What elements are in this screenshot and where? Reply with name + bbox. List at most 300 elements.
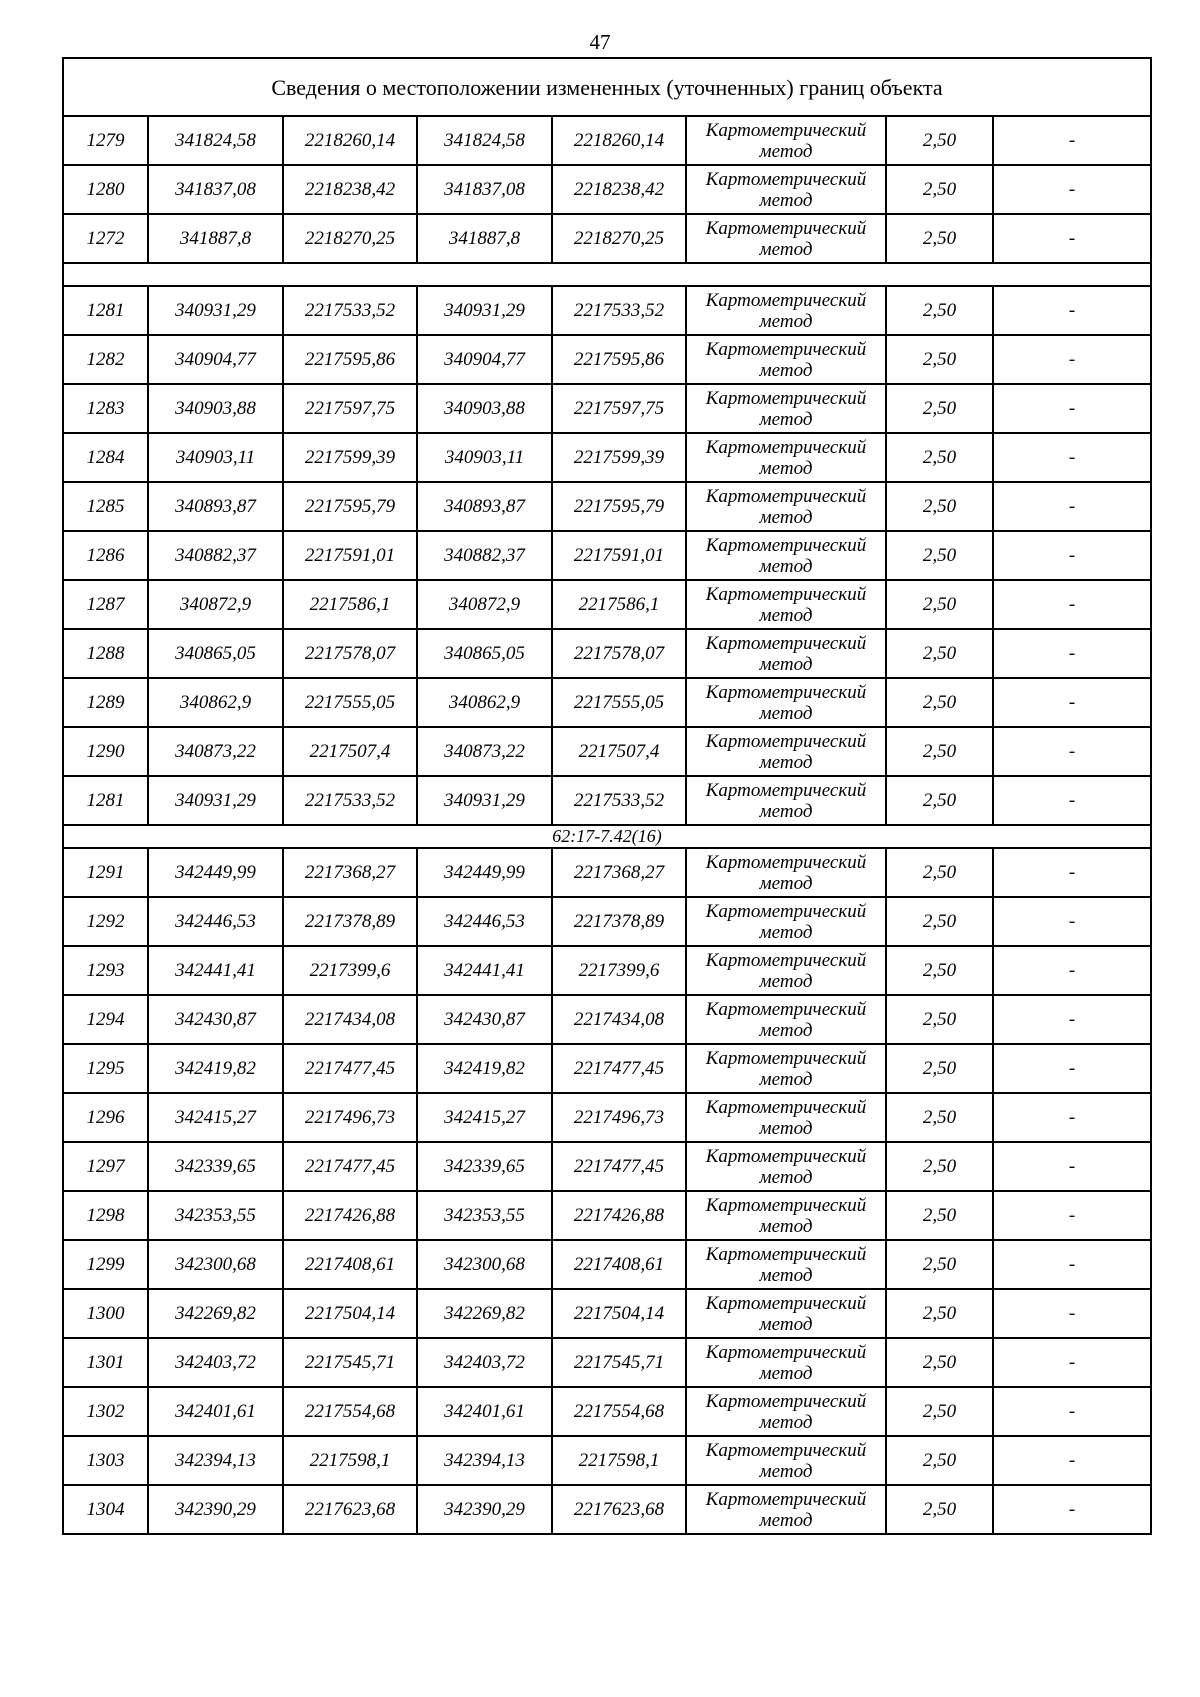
method-line-2: метод (759, 751, 813, 773)
note-cell: - (993, 433, 1151, 482)
table-row (63, 897, 1151, 946)
refined-x-cell: 342300,68 (417, 1240, 552, 1289)
note-cell: - (993, 848, 1151, 897)
method-line-2: метод (759, 1460, 813, 1482)
refined-x-cell: 342430,87 (417, 995, 552, 1044)
accuracy-cell: 2,50 (886, 286, 993, 335)
table-header-row (63, 58, 1151, 116)
refined-y-cell: 2217378,89 (552, 897, 686, 946)
existing-x-cell: 341887,8 (148, 214, 283, 263)
method-cell (686, 727, 886, 776)
existing-x-cell: 340882,37 (148, 531, 283, 580)
method-cell (686, 1436, 886, 1485)
note-cell: - (993, 727, 1151, 776)
refined-y-cell: 2218270,25 (552, 214, 686, 263)
note-cell: - (993, 482, 1151, 531)
existing-y-cell: 2217399,6 (283, 946, 417, 995)
method-line-1: Картометрический (705, 1439, 867, 1461)
existing-y-cell: 2217504,14 (283, 1289, 417, 1338)
existing-x-cell: 340931,29 (148, 286, 283, 335)
refined-x-cell: 340903,88 (417, 384, 552, 433)
existing-y-cell: 2217533,52 (283, 776, 417, 825)
existing-x-cell: 342403,72 (148, 1338, 283, 1387)
accuracy-cell: 2,50 (886, 678, 993, 727)
refined-x-cell: 340931,29 (417, 776, 552, 825)
table-row (63, 629, 1151, 678)
table-row (63, 286, 1151, 335)
refined-x-cell: 340904,77 (417, 335, 552, 384)
table-row (63, 1436, 1151, 1485)
table-row (63, 1338, 1151, 1387)
point-number-cell: 1294 (63, 995, 148, 1044)
table-row (63, 1485, 1151, 1534)
section-label: 62:17-7.42(16) (63, 825, 1151, 848)
method-line-1: Картометрический (705, 1243, 867, 1265)
accuracy-cell: 2,50 (886, 848, 993, 897)
method-line-1: Картометрический (705, 1292, 867, 1314)
point-number-cell: 1288 (63, 629, 148, 678)
point-number-cell: 1281 (63, 776, 148, 825)
existing-x-cell: 340931,29 (148, 776, 283, 825)
refined-x-cell: 340862,9 (417, 678, 552, 727)
accuracy-cell: 2,50 (886, 1093, 993, 1142)
method-line-2: метод (759, 1313, 813, 1335)
method-cell (686, 1044, 886, 1093)
refined-x-cell: 340893,87 (417, 482, 552, 531)
method-line-1: Картометрический (705, 1390, 867, 1412)
method-line-1: Картометрический (705, 485, 867, 507)
refined-y-cell: 2217591,01 (552, 531, 686, 580)
refined-y-cell: 2217477,45 (552, 1044, 686, 1093)
accuracy-cell: 2,50 (886, 384, 993, 433)
refined-y-cell: 2217554,68 (552, 1387, 686, 1436)
existing-x-cell: 342394,13 (148, 1436, 283, 1485)
existing-x-cell: 342401,61 (148, 1387, 283, 1436)
existing-y-cell: 2217554,68 (283, 1387, 417, 1436)
existing-y-cell: 2217477,45 (283, 1044, 417, 1093)
method-line-2: метод (759, 1166, 813, 1188)
refined-y-cell: 2217586,1 (552, 580, 686, 629)
refined-x-cell: 340931,29 (417, 286, 552, 335)
refined-y-cell: 2217496,73 (552, 1093, 686, 1142)
method-line-1: Картометрический (705, 632, 867, 654)
point-number-cell: 1299 (63, 1240, 148, 1289)
existing-y-cell: 2217555,05 (283, 678, 417, 727)
point-number-cell: 1298 (63, 1191, 148, 1240)
point-number-cell: 1279 (63, 116, 148, 165)
note-cell: - (993, 1240, 1151, 1289)
refined-x-cell: 342269,82 (417, 1289, 552, 1338)
table-row (63, 214, 1151, 263)
table-row (63, 1142, 1151, 1191)
method-line-1: Картометрический (705, 681, 867, 703)
method-line-2: метод (759, 310, 813, 332)
existing-y-cell: 2217591,01 (283, 531, 417, 580)
accuracy-cell: 2,50 (886, 897, 993, 946)
existing-y-cell: 2217599,39 (283, 433, 417, 482)
existing-x-cell: 340903,88 (148, 384, 283, 433)
method-line-2: метод (759, 921, 813, 943)
method-cell (686, 1093, 886, 1142)
note-cell: - (993, 335, 1151, 384)
method-line-2: метод (759, 1068, 813, 1090)
method-line-2: метод (759, 1362, 813, 1384)
existing-y-cell: 2218270,25 (283, 214, 417, 263)
note-cell: - (993, 531, 1151, 580)
table-row (63, 776, 1151, 825)
point-number-cell: 1297 (63, 1142, 148, 1191)
method-cell (686, 433, 886, 482)
method-line-1: Картометрический (705, 338, 867, 360)
existing-x-cell: 342390,29 (148, 1485, 283, 1534)
method-line-2: метод (759, 238, 813, 260)
table-row (63, 1240, 1151, 1289)
page-number: 47 (589, 30, 611, 54)
method-line-1: Картометрический (705, 900, 867, 922)
table-row (63, 1093, 1151, 1142)
refined-y-cell: 2217597,75 (552, 384, 686, 433)
existing-y-cell: 2218260,14 (283, 116, 417, 165)
existing-y-cell: 2217623,68 (283, 1485, 417, 1534)
existing-y-cell: 2217586,1 (283, 580, 417, 629)
method-line-2: метод (759, 1117, 813, 1139)
point-number-cell: 1292 (63, 897, 148, 946)
existing-y-cell: 2217595,79 (283, 482, 417, 531)
existing-x-cell: 342419,82 (148, 1044, 283, 1093)
accuracy-cell: 2,50 (886, 629, 993, 678)
refined-x-cell: 342415,27 (417, 1093, 552, 1142)
method-line-2: метод (759, 140, 813, 162)
method-cell (686, 531, 886, 580)
table-row (63, 995, 1151, 1044)
section-separator-row (63, 263, 1151, 286)
existing-x-cell: 342446,53 (148, 897, 283, 946)
accuracy-cell: 2,50 (886, 1436, 993, 1485)
accuracy-cell: 2,50 (886, 1191, 993, 1240)
method-line-1: Картометрический (705, 730, 867, 752)
note-cell: - (993, 1485, 1151, 1534)
method-line-1: Картометрический (705, 436, 867, 458)
method-line-1: Картометрический (705, 1145, 867, 1167)
method-line-2: метод (759, 359, 813, 381)
table-row (63, 1289, 1151, 1338)
point-number-cell: 1280 (63, 165, 148, 214)
boundary-coordinates-table (62, 57, 1152, 1535)
point-number-cell: 1303 (63, 1436, 148, 1485)
note-cell: - (993, 1338, 1151, 1387)
point-number-cell: 1293 (63, 946, 148, 995)
method-line-2: метод (759, 653, 813, 675)
method-cell (686, 214, 886, 263)
method-line-2: метод (759, 1509, 813, 1531)
point-number-cell: 1290 (63, 727, 148, 776)
point-number-cell: 1287 (63, 580, 148, 629)
accuracy-cell: 2,50 (886, 531, 993, 580)
accuracy-cell: 2,50 (886, 995, 993, 1044)
table-row (63, 335, 1151, 384)
method-line-1: Картометрический (705, 583, 867, 605)
method-line-1: Картометрический (705, 168, 867, 190)
accuracy-cell: 2,50 (886, 727, 993, 776)
refined-y-cell: 2217507,4 (552, 727, 686, 776)
refined-y-cell: 2217434,08 (552, 995, 686, 1044)
refined-x-cell: 340903,11 (417, 433, 552, 482)
method-line-1: Картометрический (705, 1047, 867, 1069)
point-number-cell: 1295 (63, 1044, 148, 1093)
refined-x-cell: 340882,37 (417, 531, 552, 580)
refined-y-cell: 2217595,79 (552, 482, 686, 531)
refined-y-cell: 2217599,39 (552, 433, 686, 482)
method-line-2: метод (759, 555, 813, 577)
refined-x-cell: 342446,53 (417, 897, 552, 946)
point-number-cell: 1291 (63, 848, 148, 897)
refined-x-cell: 340872,9 (417, 580, 552, 629)
accuracy-cell: 2,50 (886, 433, 993, 482)
method-line-2: метод (759, 1411, 813, 1433)
refined-x-cell: 342401,61 (417, 1387, 552, 1436)
existing-x-cell: 340903,11 (148, 433, 283, 482)
accuracy-cell: 2,50 (886, 1142, 993, 1191)
method-cell (686, 1338, 886, 1387)
refined-x-cell: 342390,29 (417, 1485, 552, 1534)
refined-x-cell: 342419,82 (417, 1044, 552, 1093)
note-cell: - (993, 629, 1151, 678)
accuracy-cell: 2,50 (886, 214, 993, 263)
table-row (63, 678, 1151, 727)
refined-x-cell: 342353,55 (417, 1191, 552, 1240)
accuracy-cell: 2,50 (886, 1044, 993, 1093)
method-cell (686, 286, 886, 335)
table-body (63, 58, 1151, 1534)
point-number-cell: 1285 (63, 482, 148, 531)
point-number-cell: 1301 (63, 1338, 148, 1387)
point-number-cell: 1283 (63, 384, 148, 433)
method-cell (686, 384, 886, 433)
note-cell: - (993, 1191, 1151, 1240)
method-line-2: метод (759, 506, 813, 528)
existing-y-cell: 2218238,42 (283, 165, 417, 214)
refined-y-cell: 2217408,61 (552, 1240, 686, 1289)
method-cell (686, 995, 886, 1044)
table-row (63, 116, 1151, 165)
note-cell: - (993, 165, 1151, 214)
point-number-cell: 1304 (63, 1485, 148, 1534)
existing-x-cell: 340862,9 (148, 678, 283, 727)
existing-x-cell: 340865,05 (148, 629, 283, 678)
refined-x-cell: 342394,13 (417, 1436, 552, 1485)
method-line-1: Картометрический (705, 998, 867, 1020)
accuracy-cell: 2,50 (886, 1485, 993, 1534)
existing-y-cell: 2217595,86 (283, 335, 417, 384)
accuracy-cell: 2,50 (886, 776, 993, 825)
refined-y-cell: 2217399,6 (552, 946, 686, 995)
method-cell (686, 335, 886, 384)
refined-x-cell: 340865,05 (417, 629, 552, 678)
method-cell (686, 946, 886, 995)
method-cell (686, 1387, 886, 1436)
method-cell (686, 897, 886, 946)
note-cell: - (993, 214, 1151, 263)
refined-y-cell: 2217623,68 (552, 1485, 686, 1534)
method-line-1: Картометрический (705, 949, 867, 971)
method-line-1: Картометрический (705, 217, 867, 239)
refined-x-cell: 342449,99 (417, 848, 552, 897)
accuracy-cell: 2,50 (886, 335, 993, 384)
note-cell: - (993, 384, 1151, 433)
table-title: Сведения о местоположении измененных (уточненных) границ объекта (63, 58, 1151, 116)
method-line-1: Картометрический (705, 387, 867, 409)
existing-x-cell: 342430,87 (148, 995, 283, 1044)
refined-x-cell: 342441,41 (417, 946, 552, 995)
accuracy-cell: 2,50 (886, 116, 993, 165)
refined-y-cell: 2217555,05 (552, 678, 686, 727)
accuracy-cell: 2,50 (886, 165, 993, 214)
accuracy-cell: 2,50 (886, 1240, 993, 1289)
existing-y-cell: 2217496,73 (283, 1093, 417, 1142)
existing-x-cell: 341837,08 (148, 165, 283, 214)
method-line-1: Картометрический (705, 119, 867, 141)
existing-y-cell: 2217507,4 (283, 727, 417, 776)
existing-x-cell: 342339,65 (148, 1142, 283, 1191)
existing-x-cell: 342269,82 (148, 1289, 283, 1338)
accuracy-cell: 2,50 (886, 580, 993, 629)
method-line-1: Картометрический (705, 534, 867, 556)
refined-y-cell: 2218260,14 (552, 116, 686, 165)
existing-y-cell: 2217598,1 (283, 1436, 417, 1485)
table-row (63, 848, 1151, 897)
method-line-2: метод (759, 1264, 813, 1286)
table-row (63, 1387, 1151, 1436)
note-cell: - (993, 286, 1151, 335)
refined-x-cell: 340873,22 (417, 727, 552, 776)
refined-y-cell: 2218238,42 (552, 165, 686, 214)
existing-y-cell: 2217434,08 (283, 995, 417, 1044)
note-cell: - (993, 116, 1151, 165)
table-row (63, 433, 1151, 482)
existing-y-cell: 2217378,89 (283, 897, 417, 946)
method-cell (686, 482, 886, 531)
method-line-1: Картометрический (705, 289, 867, 311)
existing-y-cell: 2217545,71 (283, 1338, 417, 1387)
accuracy-cell: 2,50 (886, 1338, 993, 1387)
note-cell: - (993, 776, 1151, 825)
note-cell: - (993, 1142, 1151, 1191)
method-cell (686, 848, 886, 897)
accuracy-cell: 2,50 (886, 946, 993, 995)
section-label (63, 263, 1151, 286)
point-number-cell: 1272 (63, 214, 148, 263)
method-line-2: метод (759, 872, 813, 894)
refined-y-cell: 2217598,1 (552, 1436, 686, 1485)
point-number-cell: 1300 (63, 1289, 148, 1338)
note-cell: - (993, 897, 1151, 946)
note-cell: - (993, 1044, 1151, 1093)
existing-x-cell: 342441,41 (148, 946, 283, 995)
method-cell (686, 580, 886, 629)
existing-x-cell: 342353,55 (148, 1191, 283, 1240)
table-row (63, 1191, 1151, 1240)
method-cell (686, 678, 886, 727)
note-cell: - (993, 1093, 1151, 1142)
existing-y-cell: 2217368,27 (283, 848, 417, 897)
table-row (63, 727, 1151, 776)
refined-y-cell: 2217426,88 (552, 1191, 686, 1240)
existing-y-cell: 2217578,07 (283, 629, 417, 678)
point-number-cell: 1282 (63, 335, 148, 384)
method-line-1: Картометрический (705, 1488, 867, 1510)
method-cell (686, 1142, 886, 1191)
method-line-1: Картометрический (705, 1341, 867, 1363)
existing-x-cell: 340893,87 (148, 482, 283, 531)
method-line-1: Картометрический (705, 779, 867, 801)
existing-y-cell: 2217533,52 (283, 286, 417, 335)
method-line-1: Картометрический (705, 851, 867, 873)
table-row (63, 531, 1151, 580)
refined-y-cell: 2217368,27 (552, 848, 686, 897)
section-label-row (63, 825, 1151, 848)
note-cell: - (993, 1289, 1151, 1338)
table-row (63, 946, 1151, 995)
method-cell (686, 629, 886, 678)
point-number-cell: 1284 (63, 433, 148, 482)
method-cell (686, 116, 886, 165)
method-line-2: метод (759, 1215, 813, 1237)
method-cell (686, 1289, 886, 1338)
existing-y-cell: 2217426,88 (283, 1191, 417, 1240)
method-cell (686, 776, 886, 825)
refined-x-cell: 341824,58 (417, 116, 552, 165)
refined-y-cell: 2217595,86 (552, 335, 686, 384)
point-number-cell: 1286 (63, 531, 148, 580)
method-cell (686, 1191, 886, 1240)
table-row (63, 580, 1151, 629)
method-line-2: метод (759, 800, 813, 822)
existing-x-cell: 342415,27 (148, 1093, 283, 1142)
method-line-2: метод (759, 408, 813, 430)
method-line-2: метод (759, 970, 813, 992)
table-row (63, 482, 1151, 531)
existing-y-cell: 2217408,61 (283, 1240, 417, 1289)
note-cell: - (993, 1387, 1151, 1436)
method-line-2: метод (759, 457, 813, 479)
method-cell (686, 1485, 886, 1534)
refined-y-cell: 2217533,52 (552, 776, 686, 825)
point-number-cell: 1296 (63, 1093, 148, 1142)
method-cell (686, 165, 886, 214)
method-line-1: Картометрический (705, 1096, 867, 1118)
existing-y-cell: 2217477,45 (283, 1142, 417, 1191)
refined-y-cell: 2217545,71 (552, 1338, 686, 1387)
existing-x-cell: 340873,22 (148, 727, 283, 776)
point-number-cell: 1289 (63, 678, 148, 727)
note-cell: - (993, 946, 1151, 995)
refined-y-cell: 2217578,07 (552, 629, 686, 678)
method-line-1: Картометрический (705, 1194, 867, 1216)
existing-x-cell: 340904,77 (148, 335, 283, 384)
refined-x-cell: 341837,08 (417, 165, 552, 214)
method-line-2: метод (759, 604, 813, 626)
point-number-cell: 1302 (63, 1387, 148, 1436)
refined-x-cell: 341887,8 (417, 214, 552, 263)
accuracy-cell: 2,50 (886, 482, 993, 531)
existing-y-cell: 2217597,75 (283, 384, 417, 433)
method-line-2: метод (759, 189, 813, 211)
existing-x-cell: 342300,68 (148, 1240, 283, 1289)
refined-y-cell: 2217477,45 (552, 1142, 686, 1191)
note-cell: - (993, 1436, 1151, 1485)
point-number-cell: 1281 (63, 286, 148, 335)
method-cell (686, 1240, 886, 1289)
